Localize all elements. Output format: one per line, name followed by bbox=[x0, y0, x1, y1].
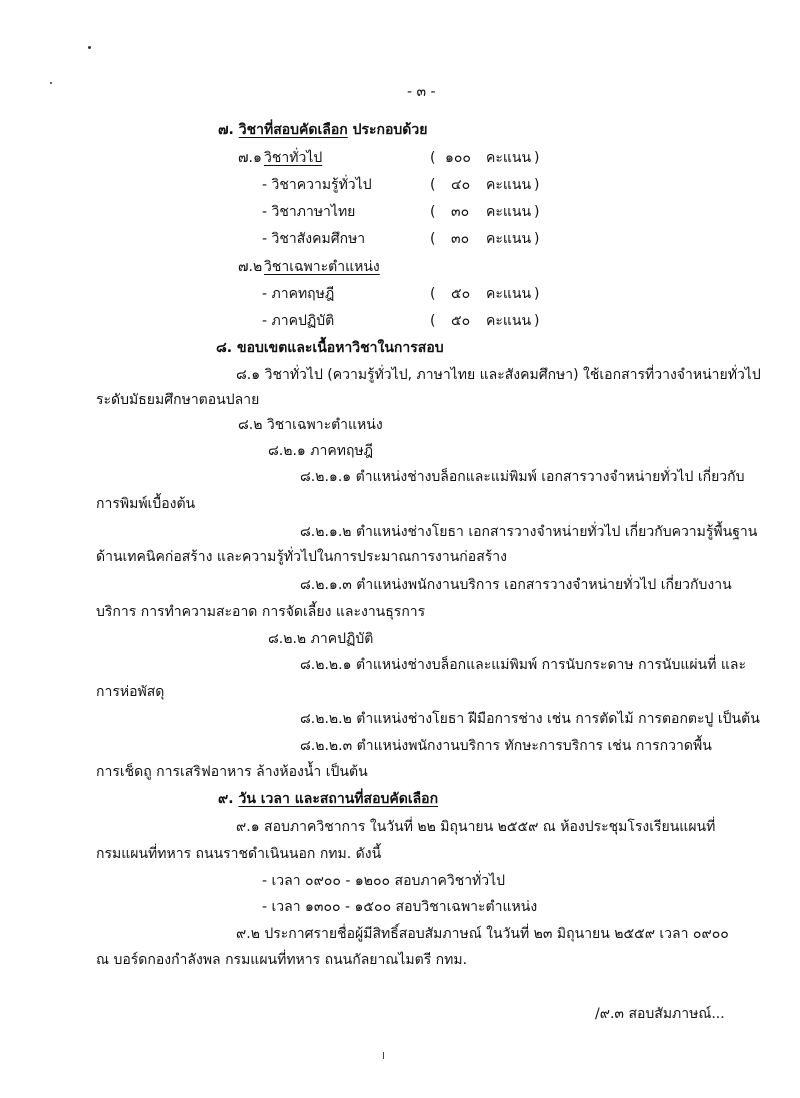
section-7-title: วิชาที่สอบคัดเลือก bbox=[238, 122, 348, 138]
schedule-line: - เวลา ๐๙๐๐ - ๑๒๐๐ สอบภาควิชาทั่วไป bbox=[262, 873, 506, 889]
section-7-title-rest: ประกอบด้วย bbox=[352, 122, 428, 138]
score-open-paren: ( bbox=[430, 177, 436, 193]
score-row-label: - ภาคปฏิบัติ bbox=[262, 313, 335, 329]
paragraph-line: ๘.๒ วิชาเฉพาะตำแหน่ง bbox=[238, 417, 383, 433]
score-value: ๕๐ bbox=[451, 286, 471, 302]
score-close-paren: ) bbox=[534, 150, 540, 166]
paragraph-line: ๘.๒.๑.๒ ตำแหน่งช่างโยธา เอกสารวางจำหน่ายทั่วไป เกี่ยวกับความรู้พื้นฐาน bbox=[300, 524, 758, 540]
paragraph-line: ๘.๒.๑.๓ ตำแหน่งพนักงานบริการ เอกสารวางจำหน่ายทั่วไป เกี่ยวกับงาน bbox=[300, 577, 732, 593]
paragraph-line: ณ บอร์ดกองกำลังพล กรมแผนที่ทหาร ถนนกัลยาณไมตรี กทม. bbox=[96, 952, 468, 968]
score-unit: คะแนน bbox=[486, 150, 532, 166]
score-open-paren: ( bbox=[430, 204, 436, 220]
paragraph-line: ๘.๒.๑.๑ ตำแหน่งช่างบล็อกและแม่พิมพ์ เอกสารวางจำหน่ายทั่วไป เกี่ยวกับ bbox=[300, 469, 745, 485]
paragraph-line: การห่อพัสดุ bbox=[96, 684, 165, 700]
score-row-label: - วิชาภาษาไทย bbox=[262, 204, 356, 220]
section-8-heading: ๘. ขอบเขตและเนื้อหาวิชาในการสอบ bbox=[216, 340, 444, 356]
paragraph-line: การพิมพ์เบื้องต้น bbox=[96, 496, 196, 512]
continuation-footer: /๙.๓ สอบสัมภาษณ์... bbox=[595, 1006, 725, 1022]
score-row-label: - วิชาความรู้ทั่วไป bbox=[262, 177, 372, 193]
score-row-label: - ภาคทฤษฎี bbox=[262, 286, 335, 302]
score-value: ๓๐ bbox=[451, 204, 470, 220]
score-row-num: ๗.๑ bbox=[238, 150, 262, 166]
paragraph-line: ด้านเทคนิคก่อสร้าง และความรู้ทั่วไปในการประมาณการงานก่อสร้าง bbox=[96, 549, 507, 565]
score-open-paren: ( bbox=[430, 286, 436, 302]
score-close-paren: ) bbox=[534, 204, 540, 220]
score-open-paren: ( bbox=[430, 231, 436, 247]
score-unit: คะแนน bbox=[486, 286, 532, 302]
section-9-number: ๙. bbox=[218, 791, 234, 807]
paragraph-line: ๙.๒ ประกาศรายชื่อผู้มีสิทธิ์สอบสัมภาษณ์ ในวันที่ ๒๓ มิถุนายน ๒๕๕๙ เวลา ๐๙๐๐ bbox=[236, 926, 729, 942]
score-open-paren: ( bbox=[430, 150, 436, 166]
score-row-num: ๗.๒ bbox=[238, 259, 263, 275]
paragraph-line: ๘.๒.๑ ภาคทฤษฎี bbox=[268, 443, 374, 459]
paragraph-line: กรมแผนที่ทหาร ถนนราชดำเนินนอก กทม. ดังนี้ bbox=[96, 846, 382, 862]
score-unit: คะแนน bbox=[486, 313, 532, 329]
score-unit: คะแนน bbox=[486, 177, 532, 193]
score-row-label: วิชาทั่วไป bbox=[264, 150, 323, 166]
score-value: ๔๐ bbox=[451, 177, 471, 193]
paragraph-line: การเช็ดถู การเสริฟอาหาร ล้างห้องน้ำ เป็นต้น bbox=[96, 764, 368, 780]
scan-speck bbox=[88, 46, 91, 49]
score-close-paren: ) bbox=[534, 231, 540, 247]
score-close-paren: ) bbox=[534, 177, 540, 193]
score-unit: คะแนน bbox=[486, 231, 532, 247]
score-close-paren: ) bbox=[534, 286, 540, 302]
page-number: - ๓ - bbox=[407, 84, 436, 100]
section-9-title: วัน เวลา และสถานที่สอบคัดเลือก bbox=[238, 791, 439, 807]
score-unit: คะแนน bbox=[486, 204, 532, 220]
paragraph-line: ๘.๒.๒ ภาคปฏิบัติ bbox=[268, 631, 374, 647]
schedule-line: - เวลา ๑๓๐๐ - ๑๕๐๐ สอบวิชาเฉพาะตำแหน่ง bbox=[262, 899, 538, 915]
score-value: ๑๐๐ bbox=[445, 150, 471, 166]
paragraph-line: ๘.๑ วิชาทั่วไป (ความรู้ทั่วไป, ภาษาไทย และสังคมศึกษา) ใช้เอกสารที่วางจำหน่ายทั่วไป bbox=[236, 367, 761, 383]
scan-mark bbox=[383, 1052, 384, 1059]
paragraph-line: ๙.๑ สอบภาควิชาการ ในวันที่ ๒๒ มิถุนายน ๒๕๕๙ ณ ห้องประชุมโรงเรียนแผนที่ bbox=[236, 819, 716, 835]
score-row-label: - วิชาสังคมศึกษา bbox=[262, 231, 366, 247]
score-value: ๓๐ bbox=[451, 231, 470, 247]
paragraph-line: ๘.๒.๒.๓ ตำแหน่งพนักงานบริการ ทักษะการบริการ เช่น การกวาดพื้น bbox=[300, 738, 712, 754]
score-open-paren: ( bbox=[430, 313, 436, 329]
scan-speck bbox=[50, 82, 52, 84]
paragraph-line: ๘.๒.๒.๒ ตำแหน่งช่างโยธา ฝีมือการช่าง เช่น การตัดไม้ การตอกตะปู เป็นต้น bbox=[300, 711, 760, 727]
paragraph-line: ระดับมัธยมศึกษาตอนปลาย bbox=[96, 392, 260, 408]
score-close-paren: ) bbox=[534, 313, 540, 329]
paragraph-line: ๘.๒.๒.๑ ตำแหน่งช่างบล็อกและแม่พิมพ์ การนับกระดาษ การนับแผ่นที่ และ bbox=[300, 657, 746, 673]
section-7-number: ๗. bbox=[218, 122, 234, 138]
section-7-heading bbox=[218, 121, 427, 139]
score-value: ๕๐ bbox=[451, 313, 471, 329]
section-9-heading bbox=[218, 790, 438, 808]
score-row-label: วิชาเฉพาะตำแหน่ง bbox=[264, 259, 380, 275]
paragraph-line: บริการ การทำความสะอาด การจัดเลี้ยง และงานธุรการ bbox=[96, 604, 426, 620]
